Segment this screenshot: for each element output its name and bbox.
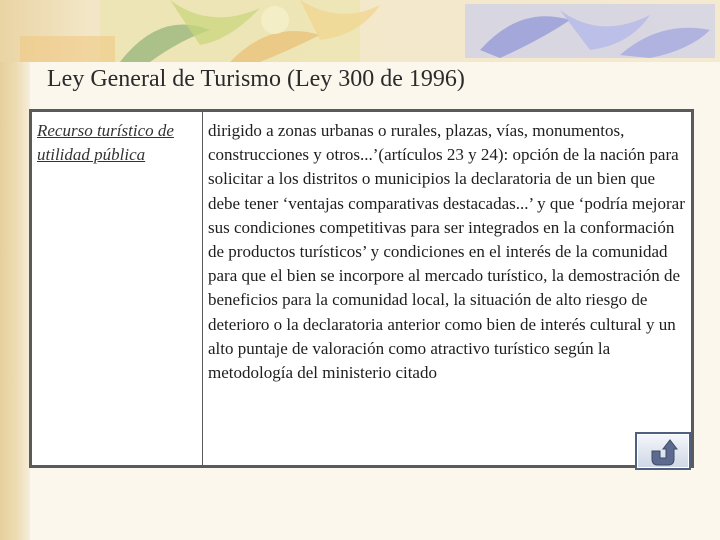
- background-left-stripe: [0, 0, 30, 540]
- description-cell: dirigido a zonas urbanas o rurales, plazas, vías, monumentos, construcciones y otros...’(artículos 23 y 24): opción de la nación para solicitar a los distritos o municipios la declaratoria de un bien que debe tener ‘ventajas comparativas destacadas...’ y que ‘podría mejorar sus condiciones competitivas para ser integrados en la conformación de productos turísticos’ y condiciones en el interés de la comunidad para que el bien se incorpore al mercado turístico, la demostración de beneficios para la comunidad local, la situación de alto riesgo de deterioro o la declaratoria anterior como bien de interés cultural y un alto puntaje de valoración como atractivo turístico según la metodología del ministerio citado: [208, 121, 685, 383]
- content-table: [29, 109, 694, 468]
- slide-title: Ley General de Turismo (Ley 300 de 1996): [47, 66, 465, 92]
- column-divider: [202, 112, 203, 465]
- return-button[interactable]: [635, 432, 691, 470]
- banner-decoration: [0, 0, 720, 62]
- term-cell: Recurso turístico de utilidad pública: [37, 121, 174, 164]
- header-banner: [0, 0, 720, 62]
- u-turn-arrow-icon: [648, 437, 678, 467]
